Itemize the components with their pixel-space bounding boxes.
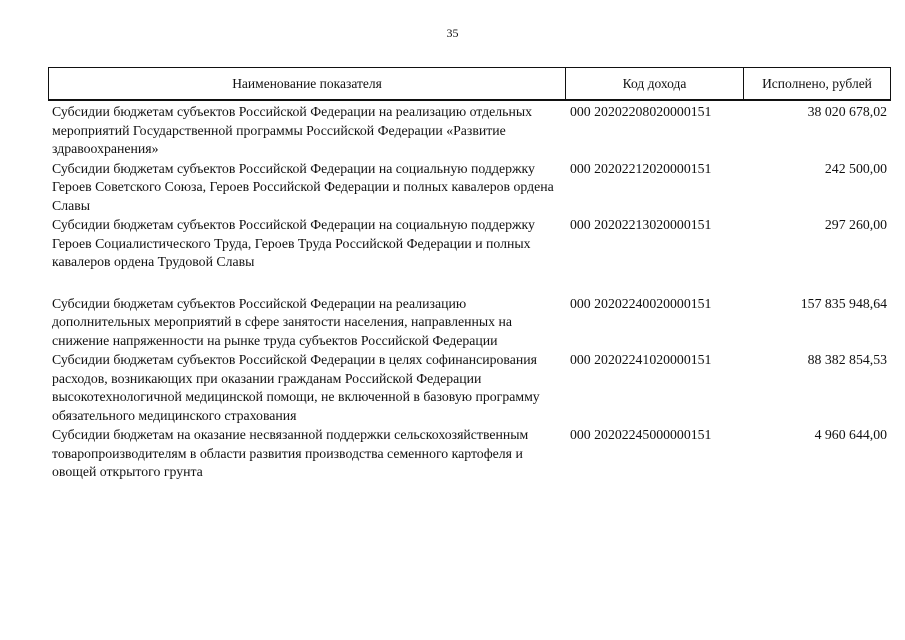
- row-executed: 242 500,00: [824, 160, 887, 176]
- row-executed: 157 835 948,64: [800, 295, 887, 311]
- table-row: [52, 350, 892, 425]
- table-row: [52, 215, 892, 272]
- row-code: 000 20202241020000151: [570, 352, 712, 367]
- header-executed: Исполнено, рублей: [762, 75, 872, 91]
- row-executed: 297 260,00: [824, 217, 887, 232]
- row-executed: 38 020 678,02: [807, 104, 887, 119]
- row-executed: 4 960 644,00: [814, 427, 887, 442]
- table-row: [52, 294, 892, 351]
- table-row: [52, 102, 892, 159]
- row-code: 000 20202240020000151: [570, 295, 712, 311]
- header-code: Код дохода: [566, 68, 744, 99]
- row-name: Субсидии бюджетам субъектов Российской Федерации на социальную поддержку Героев Социалистического Труда, Героев Труда Российской Федерации и полных кавалеров ордена Трудовой Славы: [52, 217, 535, 269]
- row-name: Субсидии бюджетам субъектов Российской Федерации на реализацию дополнительных мероприятий в сфере занятости населения, направленных на снижение напряженности на рынке труда субъектов Российской Федерации: [52, 295, 512, 348]
- row-name: Субсидии бюджетам субъектов Российской Федерации на социальную поддержку Героев Советского Союза, Героев Российской Федерации и полных кавалеров ордена Славы: [52, 160, 554, 213]
- row-name: Субсидии бюджетам субъектов Российской Федерации в целях софинансирования расходов, возникающих при оказании гражданам Российской Федерации высокотехнологичной медицинской помощи, не включенной в базовую программу обязательного медицинского страхования: [52, 352, 540, 423]
- row-name: Субсидии бюджетам субъектов Российской Федерации на реализацию отдельных мероприятий Государственной программы Российской Федерации «Развитие здравоохранения»: [52, 104, 533, 156]
- row-executed: 88 382 854,53: [807, 352, 887, 367]
- table-row: [52, 159, 892, 216]
- table-row: [52, 425, 892, 482]
- table-header: [48, 67, 891, 101]
- row-code: 000 20202245000000151: [570, 427, 712, 442]
- page-number: 35: [446, 26, 459, 40]
- row-code: 000 20202212020000151: [570, 160, 712, 176]
- table-body: [52, 102, 892, 482]
- row-code: 000 20202213020000151: [570, 217, 712, 232]
- header-name: Наименование показателя: [49, 68, 566, 99]
- row-code: 000 20202208020000151: [570, 104, 712, 119]
- row-name: Субсидии бюджетам на оказание несвязанной поддержки сельскохозяйственным товаропроизводителям в области развития производства семенного картофеля и овощей открытого грунта: [52, 427, 529, 479]
